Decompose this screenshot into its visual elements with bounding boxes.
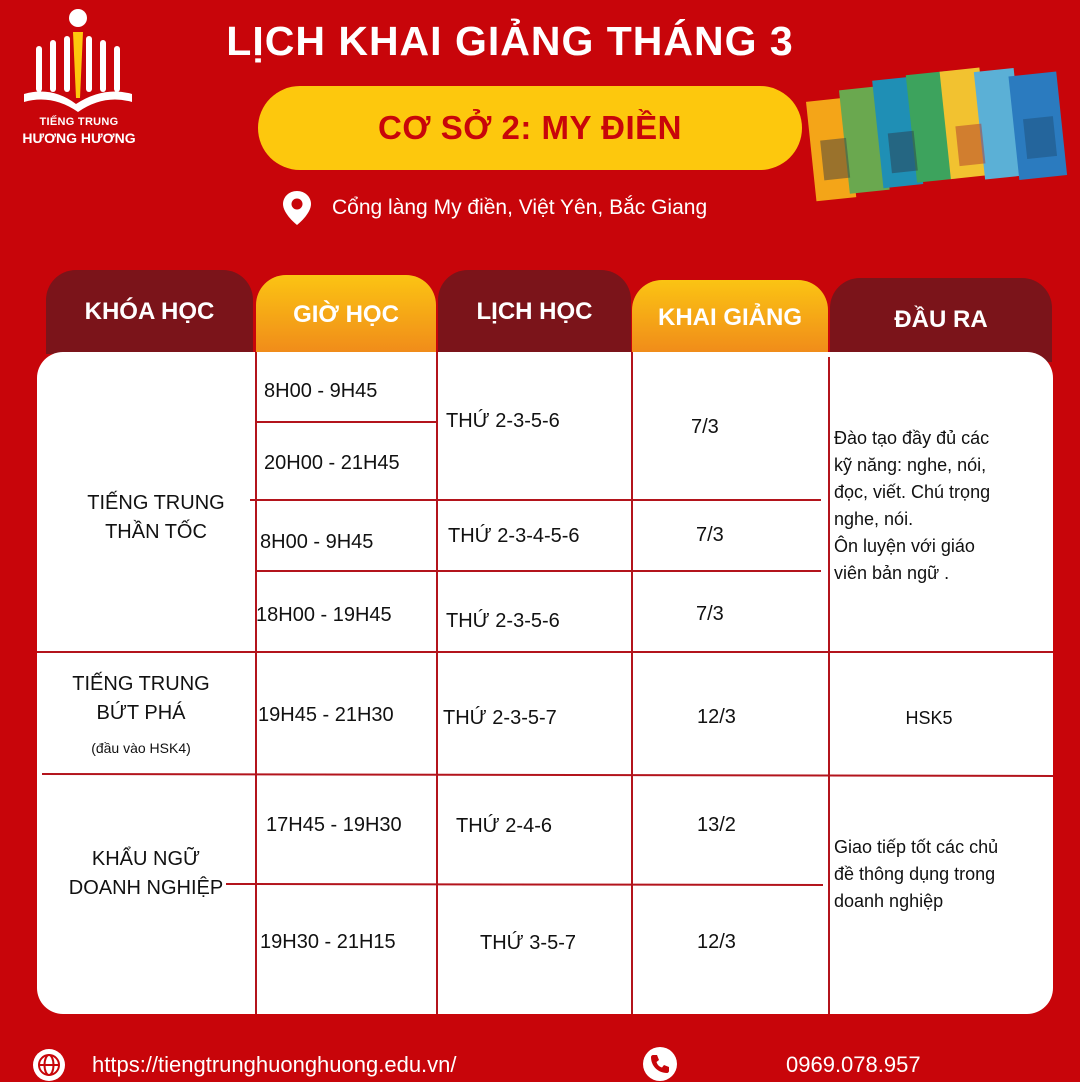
outcome-2: HSK5 [905, 708, 953, 728]
outcome-1-line: Ôn luyện với giáo [834, 536, 975, 556]
campus-label: CƠ SỞ 2: MY ĐIỀN [378, 109, 682, 146]
schedule-cell: THỨ 2-4-6 [456, 815, 552, 837]
schedule-cell: THỨ 2-3-5-6 [446, 410, 560, 432]
website-link[interactable]: https://tiengtrunghuonghuong.edu.vn/ [92, 1052, 457, 1077]
location-pin-icon [282, 190, 312, 226]
brand-line-2: HƯƠNG HƯƠNG [22, 130, 136, 146]
outcome-3-line: đề thông dụng trong [834, 864, 996, 884]
time-cell: 19H45 - 21H30 [258, 704, 394, 726]
course-name-3 [37, 845, 255, 903]
header-course: KHÓA HỌC [46, 270, 253, 354]
opening-cell: 7/3 [696, 603, 724, 625]
schedule-cell: THỨ 2-3-5-6 [446, 610, 560, 632]
schedule-cell: THỨ 2-3-5-7 [443, 707, 557, 729]
opening-cell: 7/3 [691, 416, 719, 438]
course-2-line-2: BỨT PHÁ [96, 702, 186, 724]
outcome-3 [834, 834, 1044, 915]
time-cell: 18H00 - 19H45 [256, 604, 392, 626]
outcome-1-line: đọc, viết. Chú trọng [834, 482, 991, 502]
header-schedule: LỊCH HỌC [438, 270, 631, 354]
course-1-line-2: THẦN TỐC [105, 521, 207, 543]
course-name-1 [37, 489, 275, 547]
globe-icon [32, 1048, 66, 1082]
course-3-line-2: DOANH NGHIỆP [68, 877, 224, 899]
course-name-2 [37, 670, 245, 728]
opening-cell: 7/3 [696, 524, 724, 546]
course-3-line-1: KHẨU NGỮ [91, 848, 201, 870]
brand-logo [18, 6, 140, 146]
opening-cell: 12/3 [697, 706, 736, 728]
schedule-table [37, 352, 1053, 1014]
address-row [282, 190, 707, 226]
footer [0, 1040, 1080, 1080]
time-cell: 8H00 - 9H45 [260, 531, 374, 553]
course-2-line-1: TIẾNG TRUNG [72, 673, 210, 695]
outcome-1 [834, 425, 1034, 587]
address-text: Cổng làng My điền, Việt Yên, Bắc Giang [332, 196, 708, 219]
outcome-1-line: nghe, nói. [834, 509, 914, 529]
page-title: LỊCH KHAI GIẢNG THÁNG 3 [226, 18, 794, 64]
schedule-cell: THỨ 3-5-7 [480, 932, 576, 954]
phone-number[interactable]: 0969.078.957 [786, 1052, 921, 1077]
outcome-3-line: Giao tiếp tốt các chủ [834, 837, 999, 857]
course-1-line-1: TIẾNG TRUNG [87, 492, 225, 514]
header-time: GIỜ HỌC [256, 275, 436, 355]
opening-cell: 13/2 [697, 814, 736, 836]
campus-badge [258, 86, 802, 170]
header-opening: KHAI GIẢNG [632, 280, 828, 355]
book-logo-icon [18, 6, 140, 114]
time-cell: 8H00 - 9H45 [264, 380, 378, 402]
time-cell: 19H30 - 21H15 [260, 931, 396, 953]
course-2-note: (đầu vào HSK4) [91, 740, 191, 756]
outcome-3-line: doanh nghiệp [834, 891, 944, 911]
opening-cell: 12/3 [697, 931, 736, 953]
outcome-1-line: viên bản ngữ . [834, 563, 950, 583]
header-outcome: ĐẦU RA [830, 278, 1052, 362]
schedule-cell: THỨ 2-3-4-5-6 [448, 525, 580, 547]
textbooks-illustration [800, 58, 1080, 208]
outcome-1-line: Đào tạo đầy đủ các [834, 428, 990, 448]
time-cell: 20H00 - 21H45 [264, 452, 400, 474]
brand-line-1: TIẾNG TRUNG [39, 116, 119, 128]
phone-icon [642, 1046, 678, 1082]
time-cell: 17H45 - 19H30 [266, 814, 402, 836]
outcome-1-line: kỹ năng: nghe, nói, [834, 455, 987, 475]
